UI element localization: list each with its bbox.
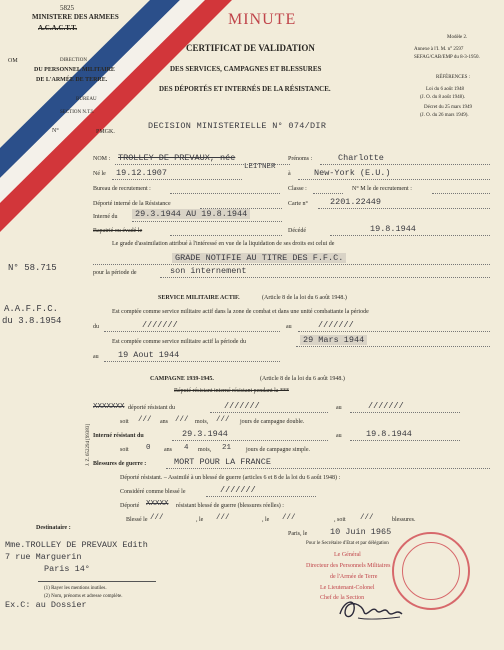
- reference-line-3: Décret du 25 mars 1949: [424, 105, 473, 110]
- signatory-chef: Chef de la Section: [320, 595, 365, 601]
- matricule-label: N° M le de recrutement :: [352, 186, 412, 192]
- soit-2-mois: 4: [184, 444, 189, 452]
- soit-2-mois-label: mois,: [198, 447, 212, 453]
- soit-2-label: soit: [120, 447, 129, 453]
- bureau-label: BUREAU: [76, 97, 97, 102]
- interne-resistant-au-value: 19.8.1944: [366, 429, 412, 439]
- ne-value: 19.12.1907: [116, 168, 168, 178]
- side-stamp: J. Z. 652294 [99383]: [86, 423, 91, 466]
- prenoms-label: Prénoms :: [288, 156, 313, 162]
- title-line-2: DES SERVICES, CAMPAGNES ET BLESSURES: [170, 65, 322, 73]
- grade-text: Le grade d'assimilation attribué à l'intéressé en vue de la liquidation de ses droits est celui de: [112, 241, 335, 247]
- carte-value: 2201.22449: [330, 197, 382, 207]
- margin-aafcc-2: du 3.8.1954: [2, 316, 62, 326]
- service-line-2: Est comptée comme service militaire actif la période du: [112, 339, 246, 345]
- considere-value: ///////: [220, 485, 256, 495]
- reference-line-1: Loi du 6 août 1948: [426, 87, 465, 92]
- direction-small: DIRECTION: [60, 58, 87, 63]
- a-value: New-York (E.U.): [314, 168, 391, 178]
- destinataire-line-3: Paris 14°: [44, 564, 90, 574]
- blesse-label: Blessé le: [126, 517, 148, 523]
- service-periode-du-value: 29 Mars 1944: [300, 335, 367, 345]
- footnote-divider: [38, 581, 156, 582]
- interne-value: 29.3.1944 AU 19.8.1944: [132, 209, 250, 219]
- signatory-directeur: Directeur des Personnels Militaires: [306, 563, 391, 569]
- blesse-value-4: ///: [360, 514, 374, 522]
- annexe-line-2: SEFAG/CAB/EMP du 8-3-1950.: [414, 55, 480, 60]
- service-au2-label: au: [93, 354, 99, 360]
- signatory-armee: de l'Armée de Terre: [330, 574, 378, 580]
- soit-1-jours-label: jours de campagne double.: [240, 419, 305, 425]
- nom-label: NOM :: [93, 156, 111, 162]
- blessures-label: Blessures de guerre :: [93, 461, 147, 467]
- direction-line-1: DU PERSONNEL MILITAIRE: [34, 67, 115, 73]
- reference-line-2: (J. O. du 8 août 1948).: [420, 95, 465, 100]
- footnote-1: (1) Rayer les mentions inutiles.: [44, 586, 107, 591]
- campagne-title: CAMPAGNE 1939-1945.: [150, 376, 214, 382]
- title-line-3: DES DÉPORTÉS ET INTERNÉS DE LA RÉSISTANCE.: [159, 85, 331, 93]
- campagne-article: (Article 8 de la loi du 6 août 1948.): [260, 376, 345, 382]
- blesse-le-2: , le: [262, 517, 270, 523]
- campagne-dep-value: ///////: [224, 401, 260, 411]
- blesse-value-2: ///: [216, 514, 230, 522]
- decede-label: Décédé: [288, 228, 306, 234]
- campagne-dep-label: déporté résistant du: [128, 405, 175, 411]
- rapatrie-label: Rapatrié ou évadé le: [93, 228, 143, 234]
- soit-2-an: 0: [146, 444, 151, 452]
- ministry-name: MINISTERE DES ARMEES: [32, 13, 119, 21]
- campagne-dep-au: au: [336, 405, 342, 411]
- service-article: (Article 8 de la loi du 6 août 1948.): [262, 295, 347, 301]
- service-du-label: du: [93, 324, 99, 330]
- service-line-1: Est comptée comme service militaire actif dans la zone de combat et dans une unité combattante la période: [112, 309, 369, 315]
- soit-2-jours-label: jours de campagne simple.: [246, 447, 310, 453]
- destinataire-line-2: 7 rue Marguerin: [5, 552, 82, 562]
- signatory-lieutenant: Le Lieutenant-Colonel: [320, 585, 375, 591]
- place-date-value: 10 Juin 1965: [330, 527, 392, 537]
- title-line-1: CERTIFICAT DE VALIDATION: [186, 43, 315, 53]
- footnote-2: (2) Nom, prénoms et adresse complète.: [44, 594, 123, 599]
- section-label: SECTION N.T.I.: [60, 110, 95, 115]
- deporte2-text: résistant blessé de guerre (blessures réelles) :: [176, 503, 284, 509]
- minute-stamp: MINUTE: [228, 11, 297, 28]
- blesse-le-1: , le: [196, 517, 204, 523]
- service-au2-value: 19 Aout 1944: [118, 350, 180, 360]
- direction-line-2: DE L'ARMÉE DE TERRE.: [36, 77, 108, 83]
- considere-label: Considéré comme blessé le: [120, 489, 186, 495]
- decision-number: DECISION MINISTERIELLE N° 074/DIR: [148, 121, 327, 131]
- references-label: RÉFÉRENCES :: [436, 75, 471, 80]
- margin-aafcc-1: A.A.F.F.C.: [4, 304, 59, 314]
- soit-2-jours: 21: [222, 444, 232, 452]
- soit-1-mois-label: mois,: [195, 419, 209, 425]
- deporte2-struck: XXXXX: [146, 500, 169, 508]
- classe-label: Classe :: [288, 186, 307, 192]
- header-number: 5825: [60, 4, 74, 12]
- destinataire-line-1: Mme.TROLLEY DE PREVAUX Edith: [5, 540, 148, 550]
- margin-number: N° 58.715: [8, 263, 57, 273]
- campagne-dep-au-value: ///////: [368, 401, 404, 411]
- interne-label: Interné du: [93, 214, 118, 220]
- deporte-interne-label: Déporté interné de la Résistance: [93, 201, 171, 207]
- grade-value: GRADE NOTIFIE AU TITRE DES F.F.C.: [172, 253, 346, 263]
- nom-value-2: LEITNER: [244, 163, 276, 171]
- interne-resistant-label: Interné résistant du: [93, 433, 144, 439]
- handwritten-signature: [334, 592, 414, 626]
- destinataire-label: Destinataire :: [36, 525, 71, 531]
- annexe-line-1: Annexe à l'I. M. n° 2597: [414, 47, 464, 52]
- a-label: à: [288, 171, 291, 177]
- bureau-recrutement-label: Bureau de recrutement :: [93, 186, 151, 192]
- ne-label: Né le: [93, 171, 106, 177]
- carte-label: Carte n°: [288, 201, 308, 207]
- service-au-label: au: [286, 324, 292, 330]
- signatory-general: Le Général: [334, 552, 361, 558]
- blesse-value-3: ///: [282, 514, 296, 522]
- soit-1-jours: ///: [216, 416, 230, 424]
- service-au-value: ///////: [318, 320, 354, 330]
- prenoms-value: Charlotte: [338, 153, 384, 163]
- soit-1-mois: ///: [175, 416, 189, 424]
- blesse-soit: , soit: [334, 517, 346, 523]
- campagne-dep-prefix: XXXXXXX: [93, 403, 125, 411]
- periode-label: pour la période de: [93, 270, 137, 276]
- deporte2-label: Déporté: [120, 503, 140, 509]
- soit-1-label: soit: [120, 419, 129, 425]
- place-date-label: Paris, le: [288, 531, 308, 537]
- ref-n: N°: [52, 128, 59, 134]
- service-du-value: ///////: [142, 320, 178, 330]
- reference-line-4: (J. O. du 26 mars 1949).: [420, 113, 469, 118]
- campagne-struck-line: Réputé résistant interné résistant pendant la ***: [174, 388, 289, 394]
- code-om: OM: [8, 58, 18, 64]
- deporte-assimile-line: Déporté résistant. – Assimilé à un blessé de guerre (articles 6 et 8 de la loi du 6 août 1948) :: [120, 475, 341, 481]
- soit-1-ans-label: ans: [160, 419, 168, 425]
- delegation-line: Pour le Secrétaire d'Etat et par délégation: [306, 541, 389, 546]
- interne-resistant-value: 29.3.1944: [182, 429, 228, 439]
- interne-resistant-au: au: [336, 433, 342, 439]
- blessures-value: MORT POUR LA FRANCE: [174, 457, 271, 467]
- soit-1-an: ///: [138, 416, 152, 424]
- nom-value: TROLLEY DE PREVAUX, née: [118, 153, 236, 163]
- blessures-end: blessures.: [392, 517, 416, 523]
- soit-2-ans-label: ans: [164, 447, 172, 453]
- periode-value: son internement: [170, 266, 247, 276]
- service-title: SERVICE MILITAIRE ACTIF.: [158, 295, 240, 301]
- modele-label: Modèle 2.: [447, 35, 468, 40]
- blesse-value-1: ///: [150, 514, 164, 522]
- ministry-subline: A.C.A.C.T.T.: [38, 24, 78, 32]
- ex-copy-note: Ex.C: au Dossier: [5, 600, 87, 610]
- ref-pmgk: PMGK.: [96, 129, 115, 135]
- decede-value: 19.8.1944: [370, 224, 416, 234]
